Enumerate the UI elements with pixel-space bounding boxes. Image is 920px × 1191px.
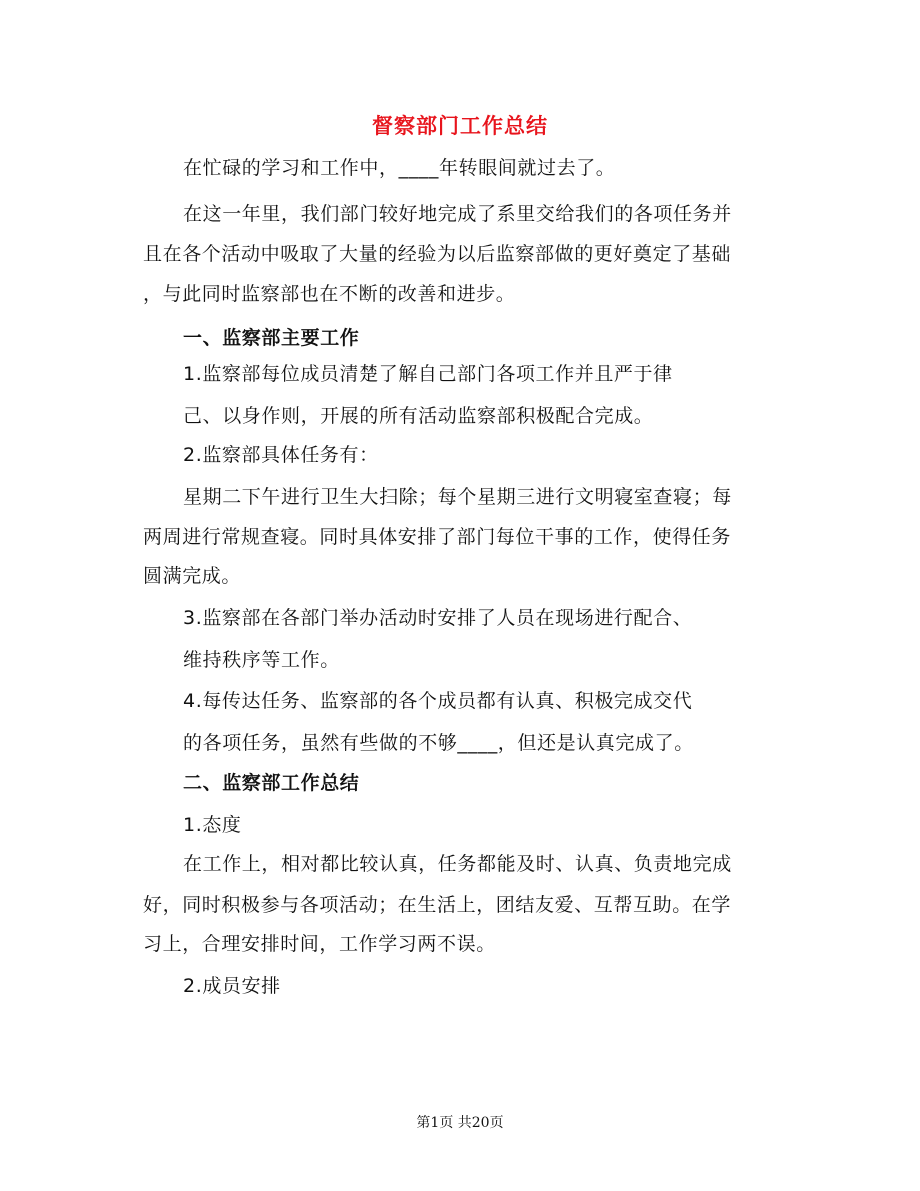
paragraph-line: ，与此同时监察部也在不断的改善和进步。 (143, 283, 516, 305)
paragraph-line: 2.成员安排 (183, 975, 281, 997)
paragraph-line: 圆满完成。 (143, 565, 242, 587)
paragraph-line: 星期二下午进行卫生大扫除；每个星期三进行文明寝室查寝；每 (183, 486, 732, 508)
paragraph-line: 己、以身作则，开展的所有活动监察部积极配合完成。 (183, 405, 654, 427)
paragraph-line: 1.监察部每位成员清楚了解自己部门各项工作并且严于律 (183, 363, 673, 385)
paragraph-line: 两周进行常规查寝。同时具体安排了部门每位干事的工作，使得任务 (143, 526, 732, 548)
paragraph-line: 4.每传达任务、监察部的各个成员都有认真、积极完成交代 (183, 690, 693, 712)
paragraph-line: 3.监察部在各部门举办活动时安排了人员在现场进行配合、 (183, 607, 693, 629)
page-number: 第1页 共20页 (416, 1115, 504, 1131)
paragraph-line: 习上，合理安排时间，工作学习两不误。 (143, 933, 496, 955)
paragraph-line: 在忙碌的学习和工作中，____年转眼间就过去了。 (183, 157, 616, 179)
section-heading: 二、监察部工作总结 (183, 772, 360, 794)
paragraph-line: 的各项任务，虽然有些做的不够____，但还是认真完成了。 (183, 732, 694, 754)
section-heading: 一、监察部主要工作 (183, 327, 360, 349)
paragraph-line: 在工作上，相对都比较认真，任务都能及时、认真、负责地完成 (183, 853, 732, 875)
paragraph-line: 在这一年里，我们部门较好地完成了系里交给我们的各项任务并 (183, 203, 732, 225)
paragraph-line: 2.监察部具体任务有： (183, 444, 379, 466)
paragraph-line: 维持秩序等工作。 (183, 649, 340, 671)
document-title: 督察部门工作总结 (372, 114, 548, 138)
paragraph-line: 好，同时积极参与各项活动；在生活上，团结友爱、互帮互助。在学 (143, 894, 732, 916)
paragraph-line: 且在各个活动中吸取了大量的经验为以后监察部做的更好奠定了基础 (143, 243, 732, 265)
paragraph-line: 1.态度 (183, 814, 242, 836)
